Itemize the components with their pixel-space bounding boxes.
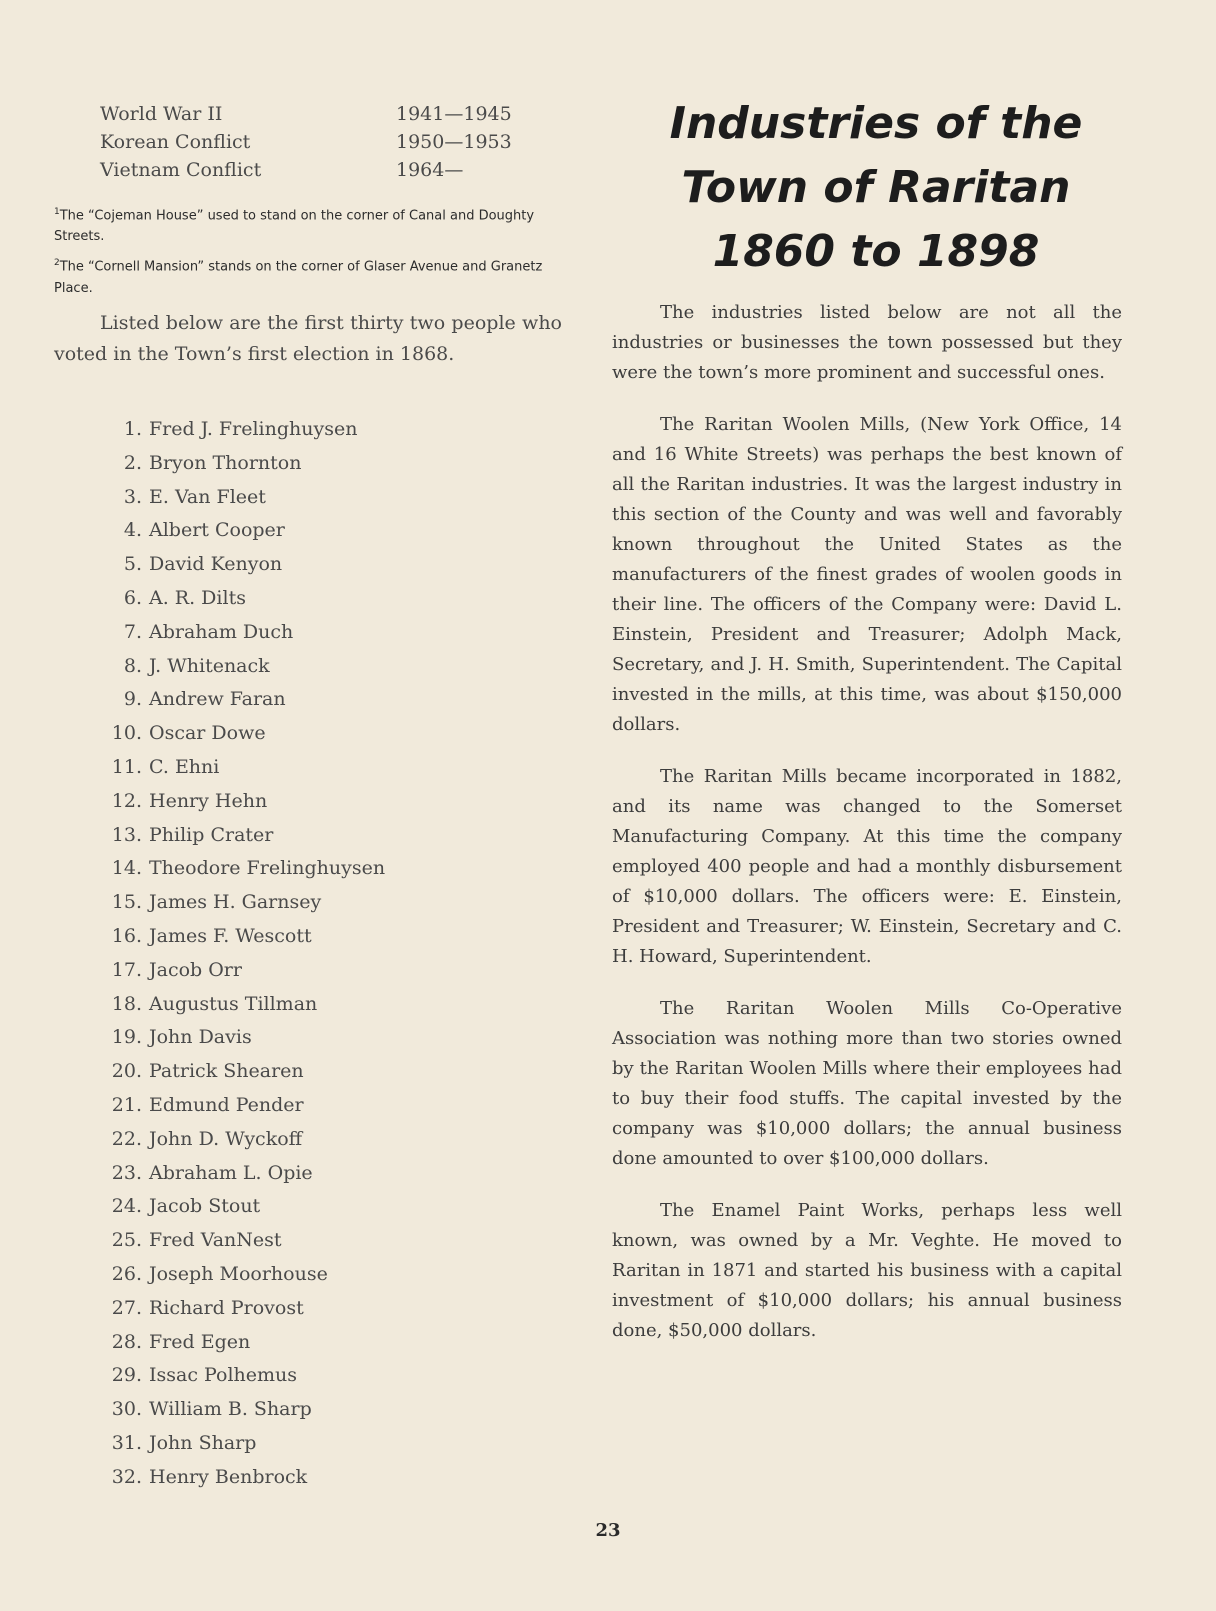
war-row	[100, 128, 560, 156]
war-name: Vietnam Conflict	[100, 159, 262, 181]
voter-name: Andrew Faran	[149, 688, 286, 711]
voter-name: Fred J. Frelinghuysen	[149, 418, 358, 440]
voter-number: 26.	[111, 1262, 142, 1285]
voter-number: 22.	[111, 1127, 142, 1150]
voter-list-item	[104, 1157, 524, 1191]
voter-list-item	[104, 514, 524, 548]
footnote-text: The “Cojeman House” used to stand on the corner of Canal and Doughty Streets.	[54, 208, 535, 245]
voter-list-item	[104, 954, 524, 988]
voter-list-item	[104, 413, 524, 447]
voter-name: Bryon Thornton	[149, 451, 302, 474]
paragraph: The Raritan Woolen Mills Co-Operative Association was nothing more than two stories owned by the Raritan Woolen Mills where their employees had to buy their food stuffs. The capital invested by the company was $10,000 dollars; the annual business done amounted to over $100,000 dollars.	[612, 998, 1122, 1169]
voter-number: 9.	[123, 688, 142, 711]
voter-name: Edmund Pender	[149, 1093, 304, 1116]
voter-list-item	[104, 1224, 524, 1258]
voter-name: David Kenyon	[149, 553, 283, 576]
voter-name: Henry Benbrock	[149, 1465, 308, 1488]
voter-list-item	[104, 1427, 524, 1461]
paragraph: The Enamel Paint Works, perhaps less well known, was owned by a Mr. Veghte. He moved to Raritan in 1871 and started his business with a capital investment of $10,000 dollars; his annual business done, $50,000 dollars.	[612, 1200, 1122, 1341]
voter-list	[104, 413, 524, 1495]
voter-list-item	[104, 1461, 524, 1495]
footnote-mark: 1	[54, 207, 60, 217]
voter-list-item	[104, 1055, 524, 1089]
voter-number: 2.	[123, 451, 142, 474]
voter-number: 19.	[111, 1026, 142, 1049]
voter-number: 20.	[111, 1060, 142, 1083]
voter-list-item	[104, 1359, 524, 1393]
voter-number: 27.	[111, 1296, 142, 1319]
voter-list-item	[104, 616, 524, 650]
voter-number: 24.	[111, 1195, 142, 1218]
voter-number: 5.	[123, 553, 142, 576]
voter-name: Theodore Frelinghuysen	[149, 857, 386, 880]
voter-list-item	[104, 886, 524, 920]
war-years: 1950—1953	[396, 131, 512, 153]
voters-intro: Listed below are the first thirty two people who voted in the Town’s first election in 1868.	[54, 312, 562, 365]
voter-list-item	[104, 920, 524, 954]
footnote	[54, 253, 562, 298]
voter-name: Jacob Orr	[149, 958, 242, 981]
voter-name: Fred Egen	[149, 1330, 251, 1353]
voter-name: Augustus Tillman	[149, 992, 318, 1015]
voter-number: 17.	[111, 958, 142, 981]
war-row	[100, 100, 560, 128]
footnote	[54, 202, 562, 247]
title-line: Town of Raritan	[681, 162, 1071, 213]
voter-name: Fred VanNest	[149, 1229, 282, 1252]
war-years: 1964—	[396, 159, 464, 181]
page-number: 23	[595, 1520, 621, 1541]
war-years: 1941—1945	[396, 103, 512, 125]
voter-number: 15.	[111, 891, 142, 914]
voter-name: James H. Garnsey	[149, 891, 322, 914]
voter-name: James F. Wescott	[149, 924, 312, 947]
voter-list-item	[104, 1021, 524, 1055]
voter-name: J. Whitenack	[149, 654, 270, 677]
voter-list-item	[104, 785, 524, 819]
voter-name: Patrick Shearen	[149, 1060, 304, 1083]
voter-list-item	[104, 988, 524, 1022]
voter-number: 29.	[111, 1364, 142, 1387]
war-periods-table	[100, 100, 560, 184]
voter-name: Jacob Stout	[149, 1195, 261, 1218]
voter-number: 8.	[123, 654, 142, 677]
voter-number: 31.	[111, 1431, 142, 1454]
voter-name: Oscar Dowe	[149, 722, 266, 745]
voter-name: William B. Sharp	[149, 1398, 312, 1421]
voter-list-item	[104, 717, 524, 751]
voter-list-item	[104, 1089, 524, 1123]
voter-name: John Davis	[149, 1026, 252, 1049]
voter-name: Richard Provost	[149, 1296, 304, 1319]
voter-number: 23.	[111, 1161, 142, 1184]
voter-name: Abraham L. Opie	[149, 1161, 313, 1184]
voter-number: 25.	[111, 1229, 142, 1252]
voter-number: 7.	[123, 620, 142, 643]
voter-list-item	[104, 1292, 524, 1326]
voter-number: 3.	[123, 485, 142, 508]
voter-name: Philip Crater	[149, 823, 274, 846]
voter-list-item	[104, 548, 524, 582]
voter-list-item	[104, 1190, 524, 1224]
voter-list-item	[104, 481, 524, 515]
voter-number: 28.	[111, 1330, 142, 1353]
voter-list-item	[104, 1258, 524, 1292]
title-line: Industries of the	[669, 98, 1083, 149]
voter-list-item	[104, 1393, 524, 1427]
voter-number: 1.	[123, 418, 142, 440]
war-row	[100, 156, 560, 184]
voter-number: 30.	[111, 1398, 142, 1421]
voter-name: Issac Polhemus	[149, 1364, 298, 1387]
voter-number: 21.	[111, 1093, 142, 1116]
voter-name: Joseph Moorhouse	[149, 1262, 328, 1285]
paragraph: The industries listed below are not all the industries or businesses the town possessed but they were the town’s more prominent and successful ones.	[612, 302, 1122, 383]
voter-list-item	[104, 447, 524, 481]
voter-list-item	[104, 1123, 524, 1157]
voter-number: 10.	[111, 722, 142, 745]
industries-text	[612, 298, 1122, 1368]
voter-name: A. R. Dilts	[149, 586, 246, 609]
voter-number: 14.	[111, 857, 142, 880]
voter-list-item	[104, 751, 524, 785]
voter-list-item	[104, 683, 524, 717]
voter-name: E. Van Fleet	[149, 485, 266, 508]
footnotes	[54, 202, 562, 305]
footnote-text: The “Cornell Mansion” stands on the corner of Glaser Avenue and Granetz Place.	[54, 259, 543, 296]
voter-name: Abraham Duch	[149, 620, 294, 643]
voter-number: 4.	[123, 519, 142, 542]
voter-list-item	[104, 650, 524, 684]
voter-number: 32.	[111, 1465, 142, 1488]
voter-list-item	[104, 582, 524, 616]
voter-name: John Sharp	[149, 1431, 257, 1454]
voter-name: Albert Cooper	[149, 519, 285, 542]
voter-name: John D. Wyckoff	[149, 1127, 303, 1150]
title-line: 1860 to 1898	[712, 226, 1040, 277]
voter-name: Henry Hehn	[149, 789, 268, 812]
voter-number: 6.	[123, 586, 142, 609]
voter-number: 12.	[111, 789, 142, 812]
voter-number: 13.	[111, 823, 142, 846]
voter-number: 11.	[111, 755, 142, 778]
voter-number: 18.	[111, 992, 142, 1015]
voter-list-item	[104, 852, 524, 886]
voter-name: C. Ehni	[149, 755, 220, 778]
paragraph: The Raritan Mills became incorporated in 1882, and its name was changed to the Somerset Manufacturing Company. At this time the company employed 400 people and had a monthly disbursement of $10,000 dollars. The officers were: E. Einstein, President and Treasurer; W. Einstein, Secretary and C. H. Howard, Superintendent.	[612, 766, 1122, 967]
voter-list-item	[104, 1326, 524, 1360]
voter-list-item	[104, 819, 524, 853]
voter-number: 16.	[111, 924, 142, 947]
paragraph: The Raritan Woolen Mills, (New York Office, 14 and 16 White Streets) was perhaps the best known of all the Raritan industries. It was the largest industry in this section of the County and was well and favorably known throughout the United States as the manufacturers of the finest grades of woolen goods in their line. The officers of the Company were: David L. Einstein, President and Treasurer; Adolph Mack, Secretary, and J. H. Smith, Superintendent. The Capital invested in the mills, at this time, was about $150,000 dollars.	[612, 414, 1122, 735]
page-title	[606, 92, 1146, 284]
war-name: Korean Conflict	[100, 131, 251, 153]
war-name: World War II	[100, 103, 223, 125]
footnote-mark: 2	[54, 258, 60, 269]
